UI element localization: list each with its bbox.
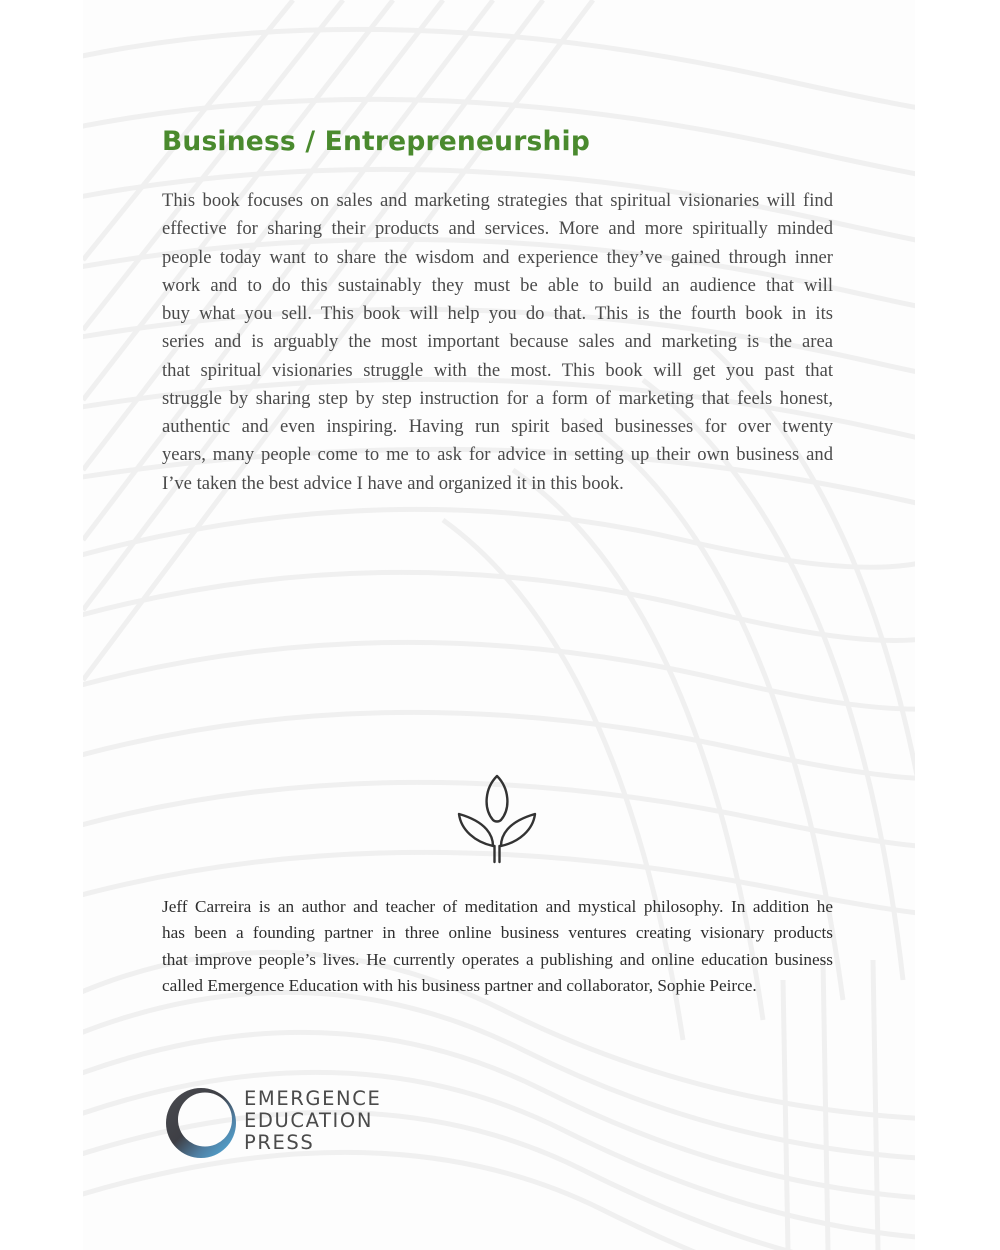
ring-logo-icon	[165, 1087, 237, 1159]
bio-line: has been a founding partner in three online business ventures creating visionary products	[162, 923, 833, 943]
description-line: authentic and even inspiring. Having run spirit based businesses for over twenty	[162, 416, 833, 437]
description-line: This book focuses on sales and marketing strategies that spiritual visionaries will find	[162, 190, 833, 211]
description-line: that spiritual visionaries struggle with the most. This book will get you past that	[162, 359, 833, 381]
description-line: people today want to share the wisdom and experience they’ve gained through inner	[162, 246, 833, 268]
description-line: buy what you sell. This book will help you do that. This is the fourth book in its	[162, 303, 833, 324]
bio-line: called Emergence Education with his business partner and collaborator, Sophie Peirce.	[162, 975, 757, 995]
description-line: work and to do this sustainably they must be able to build an audience that will	[162, 274, 833, 296]
publisher-name-line: EMERGENCE	[244, 1087, 382, 1110]
publisher-name	[244, 1088, 381, 1154]
bio-line: that improve people’s lives. He currently operates a publishing and online education business	[162, 949, 833, 969]
publisher-name-line: PRESS	[244, 1131, 315, 1154]
sprout-icon	[457, 772, 537, 864]
description-line: years, many people come to me to ask for advice in setting up their own business and	[162, 444, 833, 466]
description-line: struggle by sharing step by step instruction for a form of marketing that feels honest,	[162, 387, 833, 409]
description-line: I’ve taken the best advice I have and organized it in this book.	[162, 472, 624, 494]
genre-heading: Business / Entrepreneurship	[162, 126, 590, 157]
book-description	[162, 187, 833, 498]
description-line: effective for sharing their products and services. More and more spiritually minded	[162, 218, 833, 240]
publisher-name-line: EDUCATION	[244, 1109, 374, 1132]
book-back-cover	[83, 0, 915, 1250]
description-line: series and is arguably the most important because sales and marketing is the area	[162, 331, 833, 353]
author-bio	[162, 894, 833, 999]
bio-line: Jeff Carreira is an author and teacher of meditation and mystical philosophy. In addition he	[162, 897, 833, 916]
publisher-logo	[165, 1084, 405, 1164]
